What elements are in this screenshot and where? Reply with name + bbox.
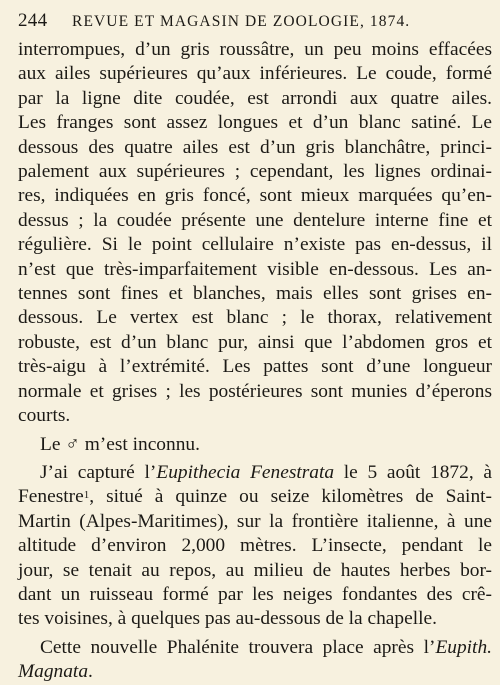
text-line: courts. bbox=[18, 405, 71, 427]
text-line: palement aux supérieures ; cependant, les lignes ordinai- bbox=[18, 161, 492, 183]
page-number: 244 bbox=[18, 10, 48, 31]
paragraph-3 bbox=[18, 461, 492, 632]
text-run: J’ai capturé l’ bbox=[40, 461, 157, 483]
text-line bbox=[18, 636, 492, 660]
text-line: Les franges sont assez longues et d’un blanc satiné. Le bbox=[18, 112, 492, 134]
text-line: aux ailes supérieures qu’aux inférieures. Le coude, formé bbox=[18, 63, 492, 85]
text-line bbox=[18, 461, 492, 485]
paragraph-4 bbox=[18, 636, 492, 685]
running-title: REVUE ET MAGASIN DE ZOOLOGIE, 1874. bbox=[72, 13, 411, 30]
text-line: Martin (Alpes-Maritimes), sur la frontière italienne, à une bbox=[18, 510, 492, 532]
text-line: robuste, est d’un blanc pur, ainsi que l’abdomen gros et bbox=[18, 331, 492, 353]
text-line bbox=[18, 660, 492, 684]
text-run: Cette nouvelle Phalénite trouvera place après l’ bbox=[40, 636, 436, 658]
footnote-marker: 1 bbox=[83, 489, 90, 502]
text-line: dessous. Le vertex est blanc ; le thorax, relativement bbox=[18, 307, 492, 329]
text-line: tes voisines, à quelques pas au-dessous de la chapelle. bbox=[18, 608, 437, 630]
text-run: , situé à quinze ou seize kilomètres de Saint- bbox=[89, 486, 492, 508]
text-run: le 5 août 1872, à bbox=[334, 461, 492, 483]
running-head bbox=[18, 10, 492, 36]
text-line: interrompues, d’un gris roussâtre, un peu moins effacées bbox=[18, 39, 492, 60]
text-run: . bbox=[88, 661, 93, 683]
text-line: normale et grises ; les postérieures sont munies d’éperons bbox=[18, 380, 492, 402]
text-line: par la ligne dite coudée, est arrondi aux quatre ailes. bbox=[18, 87, 492, 109]
species-name: Magnata bbox=[18, 661, 89, 683]
species-name: Eupithecia Fenestrata bbox=[156, 461, 335, 483]
text-line: dant un ruisseau formé par les neiges fondantes des crê- bbox=[18, 583, 492, 605]
paragraph-1 bbox=[18, 38, 492, 429]
text-line: régulière. Si le point cellulaire n’existe pas en-dessus, il bbox=[18, 234, 492, 256]
text-line: altitude d’environ 2,000 mètres. L’insecte, pendant le bbox=[18, 535, 492, 557]
text-line: res, indiquées en gris foncé, sont mieux marquées qu’en- bbox=[18, 185, 492, 207]
text-line: n’est que très-imparfaitement visible en-dessous. Les an- bbox=[18, 258, 492, 280]
body-text bbox=[18, 38, 492, 685]
text-line: très-aigu à l’extrémité. Les pattes sont d’une longueur bbox=[18, 356, 492, 378]
text-line: dessus ; la coudée présente une dentelure interne fine et bbox=[18, 209, 492, 231]
text-line: dessous des quatre ailes est d’un gris blanchâtre, princi- bbox=[18, 136, 492, 158]
text-line: jour, se tenait au repos, au milieu de hautes herbes bor- bbox=[18, 559, 492, 581]
text-line: tennes sont fines et blanches, mais elles sont grises en- bbox=[18, 283, 492, 305]
text-run: Fenestre bbox=[18, 486, 84, 508]
genus-abbrev: Eupith. bbox=[435, 636, 492, 658]
text-line: Le ♂ m’est inconnu. bbox=[40, 433, 200, 455]
paragraph-2 bbox=[18, 433, 492, 457]
text-line bbox=[18, 485, 492, 509]
